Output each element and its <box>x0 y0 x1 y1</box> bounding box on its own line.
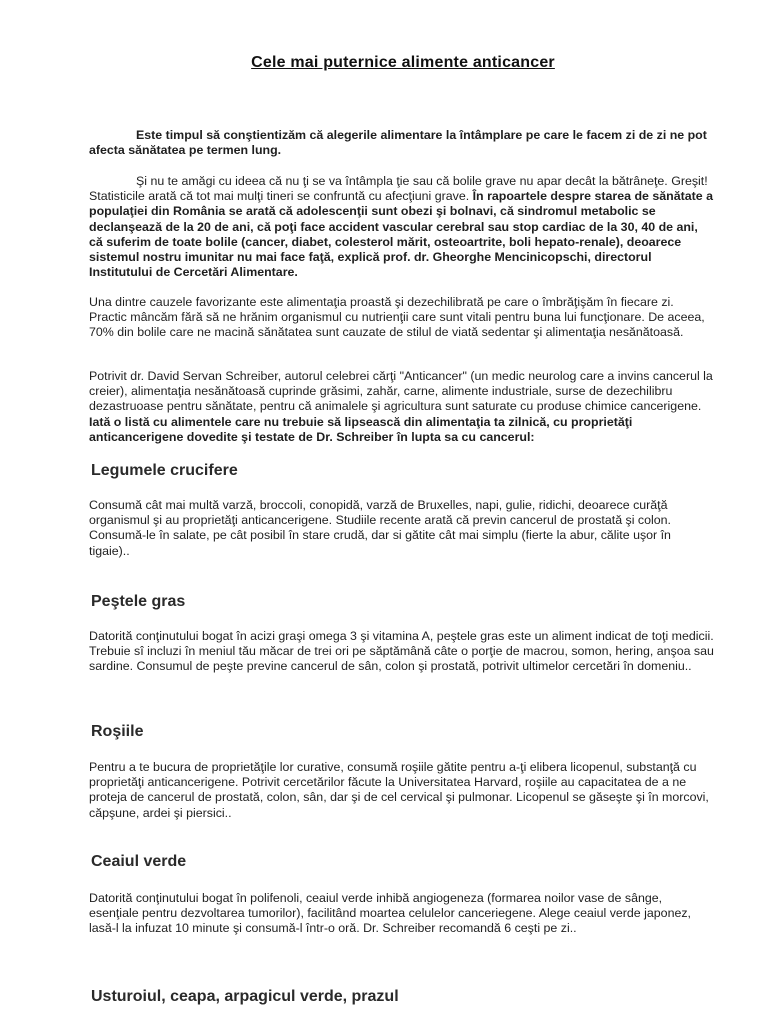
section-text-crucifere: Consumă cât mai multă varză, broccoli, conopidă, varză de Bruxelles, napi, gulie, ridichi, deoarece curăţă organismul şi au proprietăţi anticancerigene. Studiile recente arată că previn cancerul de prostată şi colon. Consumă-le în salate, pe cât posibil în stare crudă, dar si gătite cât mai simplu (fierte la abur, călite uşor în tigaie).. <box>89 498 671 558</box>
page-title: Cele mai puternice alimente anticancer <box>251 54 555 71</box>
paragraph-statistics-bold: În rapoartele despre starea de sănătate a populaţiei din România se arată că adolescenţii sunt obezi şi bolnavi, că sindromul metabolic se declanşează de la 20 de ani, că poţi face accident vascular cerebral sau stop cardiac de la 30, 40 de ani, că suferim de toate bolile (cancer, diabet, colesterol mărit, osteoartrite, boli hepato-renale), deoarece sistemul nostru imunitar nu mai face faţă, explică prof. dr. Gheorghe Mencinicopschi, directorul Institutului de Cercetări Alimentare. <box>89 189 713 280</box>
paragraph-causes: Una dintre cauzele favorizante este alimentaţia proastă şi dezechilibrată pe care o îmbrăţişăm în fiecare zi. Practic mâncăm fără să ne hrănim organismul cu nutrienţii care sunt vitali pentru buna lui funcţionare. De aceea, 70% din bolile care ne macină sănătatea sunt cauzate de stilul de viată sedentar şi alimentaţia nesănătoasă. <box>89 295 705 340</box>
section-heading-usturoi: Usturoiul, ceapa, arpagicul verde, prazul <box>91 988 399 1005</box>
section-heading-rosii: Roşiile <box>91 723 144 740</box>
paragraph-schreiber <box>89 369 715 445</box>
section-heading-peste: Peştele gras <box>91 593 186 610</box>
paragraph-statistics <box>89 174 715 280</box>
section-text-ceai: Datorită conţinutului bogat în polifenoli, ceaiul verde inhibă angiogeneza (formarea noilor vase de sânge, esenţiale pentru dezvoltarea tumorilor), facilitând moartea celulelor canceriegene. Alege ceaiul verde japonez, lasă-l la infuzat 10 minute şi consumă-l într-o oră. Dr. Schreiber recomandă 6 ceşti pe zi.. <box>89 891 691 936</box>
section-heading-ceai: Ceaiul verde <box>91 853 187 870</box>
intro-paragraph: Este timpul să conştientizăm că alegerile alimentare la întâmplare pe care le facem zi de zi ne pot afecta sănătatea pe termen lung. <box>89 128 707 158</box>
paragraph-schreiber-bold: Iată o listă cu alimentele care nu trebuie să lipsească din alimentaţia ta zilnică, cu proprietăţi anticancerigene dovedite şi testate de Dr. Schreiber în lupta sa cu cancerul: <box>89 414 633 444</box>
section-text-peste: Datorită conţinutului bogat în acizi graşi omega 3 şi vitamina A, peştele gras este un aliment indicat de toţi medicii. Trebuie sî incluzi în meniul tău măcar de trei ori pe săptămână câte o porţie de macrou, somon, hering, anşoa sau sardine. Consumul de peşte previne cancerul de sân, colon şi prostată, potrivit ultimelor cercetări în domeniu.. <box>89 629 714 674</box>
paragraph-statistics-normal: Şi nu te amăgi cu ideea că nu ţi se va întâmpla ţie sau că bolile grave nu apar decât la bătrâneţe. Greşit! Statisticile arată că tot mai mulţi tineri se confruntă cu afecţiuni grave. <box>89 174 708 204</box>
section-text-rosii: Pentru a te bucura de proprietăţile lor curative, consumă roşiile gătite pentru a-ţi elibera licopenul, substanţă cu proprietăţi anticancerigene. Potrivit cercetărilor făcute la Universitatea Harvard, roşiile au capacitatea de a ne proteja de cancerul de prostată, colon, sân, dar şi de cel cervical şi pulmonar. Licopenul se găseşte şi în morcovi, căpşune, ardei şi piersici.. <box>89 760 709 820</box>
paragraph-schreiber-normal: Potrivit dr. David Servan Schreiber, autorul celebrei cărţi "Anticancer" (un medic neurolog care a invins cancerul la creier), alimentaţia nesănătoasă cuprinde grăsimi, zahăr, carne, alimente industriale, surse de dezechilibru dezastruoase pentru sănătate, pentru că animalele şi agricultura sunt saturate cu produse chimice cancerigene. <box>89 369 713 414</box>
section-heading-crucifere: Legumele crucifere <box>91 462 238 479</box>
